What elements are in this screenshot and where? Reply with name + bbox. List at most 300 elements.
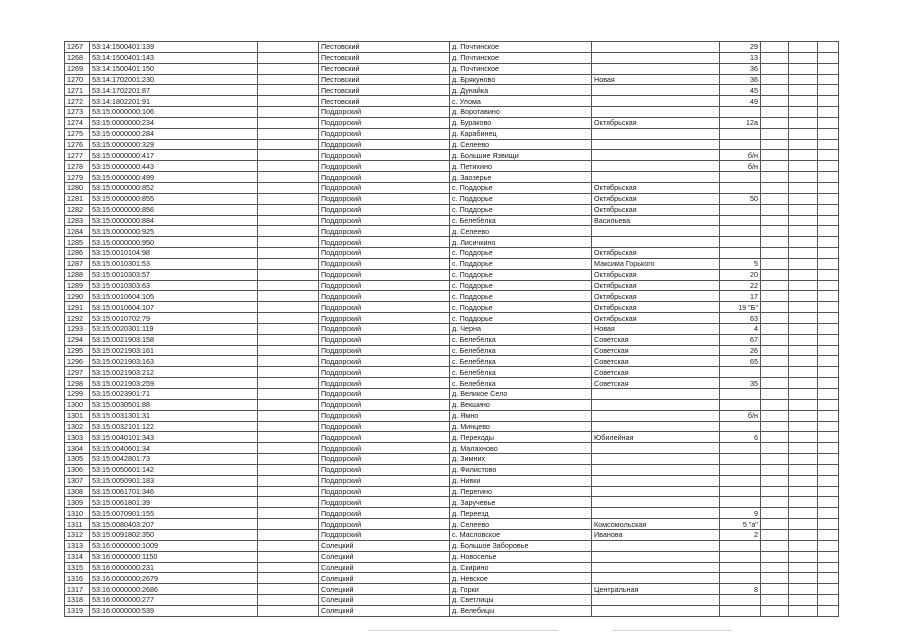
empty-cell: [258, 74, 319, 85]
cadastral-number-cell: 53:15:0000000:284: [90, 128, 258, 139]
empty-cell: [761, 302, 789, 313]
settlement-cell: с. Масловское: [450, 529, 592, 540]
empty-cell: [789, 356, 818, 367]
empty-cell: [789, 182, 818, 193]
table-row: [65, 128, 839, 139]
empty-cell: [258, 258, 319, 269]
empty-cell: [761, 117, 789, 128]
empty-cell: [258, 150, 319, 161]
empty-cell: [789, 323, 818, 334]
empty-cell: [789, 85, 818, 96]
street-cell: Октябрьская: [592, 280, 720, 291]
table-row: [65, 454, 839, 465]
cadastral-number-cell: 53:15:0000000:443: [90, 161, 258, 172]
empty-cell: [258, 117, 319, 128]
cadastral-number-cell: 53:15:0000000:852: [90, 182, 258, 193]
street-cell: Новая: [592, 323, 720, 334]
empty-cell: [761, 334, 789, 345]
empty-cell: [818, 280, 839, 291]
cadastral-number-cell: 53:16:0000000:539: [90, 605, 258, 616]
house-number-cell: [720, 540, 761, 551]
district-cell: Пестовский: [319, 96, 450, 107]
empty-cell: [818, 486, 839, 497]
empty-cell: [761, 389, 789, 400]
street-cell: [592, 237, 720, 248]
empty-cell: [258, 486, 319, 497]
empty-cell: [761, 421, 789, 432]
street-cell: [592, 139, 720, 150]
table-row: [65, 226, 839, 237]
cadastral-number-cell: 53:16:0000000:2686: [90, 584, 258, 595]
house-number-cell: б/н: [720, 150, 761, 161]
empty-cell: [761, 237, 789, 248]
cadastral-number-cell: 53:16:0000000:277: [90, 595, 258, 606]
street-cell: Максима Горького: [592, 258, 720, 269]
district-cell: Поддорский: [319, 128, 450, 139]
row-number-cell: 1280: [65, 182, 90, 193]
house-number-cell: [720, 215, 761, 226]
empty-cell: [818, 302, 839, 313]
row-number-cell: 1296: [65, 356, 90, 367]
empty-cell: [761, 258, 789, 269]
cadastral-number-cell: 53:15:0021903:212: [90, 367, 258, 378]
district-cell: Поддорский: [319, 107, 450, 118]
settlement-cell: с. Белебёлка: [450, 215, 592, 226]
table-row: [65, 432, 839, 443]
empty-cell: [818, 96, 839, 107]
district-cell: Поддорский: [319, 269, 450, 280]
settlement-cell: с. Белебёлка: [450, 378, 592, 389]
empty-cell: [258, 562, 319, 573]
row-number-cell: 1281: [65, 193, 90, 204]
street-cell: Октябрьская: [592, 117, 720, 128]
settlement-cell: д. Ямно: [450, 410, 592, 421]
row-number-cell: 1294: [65, 334, 90, 345]
empty-cell: [761, 443, 789, 454]
empty-cell: [258, 193, 319, 204]
table-row: [65, 605, 839, 616]
street-cell: [592, 63, 720, 74]
row-number-cell: 1290: [65, 291, 90, 302]
table-row: [65, 258, 839, 269]
table-row: [65, 85, 839, 96]
empty-cell: [818, 378, 839, 389]
empty-cell: [761, 215, 789, 226]
empty-cell: [761, 269, 789, 280]
district-cell: Поддорский: [319, 475, 450, 486]
empty-cell: [761, 464, 789, 475]
empty-cell: [761, 475, 789, 486]
district-cell: Поддорский: [319, 313, 450, 324]
settlement-cell: д. Скирино: [450, 562, 592, 573]
settlement-cell: д. Большое Заборовье: [450, 540, 592, 551]
empty-cell: [789, 280, 818, 291]
row-number-cell: 1310: [65, 508, 90, 519]
row-number-cell: 1283: [65, 215, 90, 226]
table-row: [65, 42, 839, 53]
street-cell: Новая: [592, 74, 720, 85]
street-cell: Васильева: [592, 215, 720, 226]
table-row: [65, 345, 839, 356]
cadastral-number-cell: 53:16:0000000:1150: [90, 551, 258, 562]
house-number-cell: 36: [720, 63, 761, 74]
street-cell: Советская: [592, 345, 720, 356]
row-number-cell: 1284: [65, 226, 90, 237]
district-cell: Поддорский: [319, 117, 450, 128]
empty-cell: [258, 334, 319, 345]
house-number-cell: 4: [720, 323, 761, 334]
street-cell: Юбилейная: [592, 432, 720, 443]
district-cell: Солецкий: [319, 551, 450, 562]
empty-cell: [258, 107, 319, 118]
empty-cell: [818, 475, 839, 486]
table-row: [65, 573, 839, 584]
empty-cell: [258, 454, 319, 465]
house-number-cell: [720, 475, 761, 486]
empty-cell: [789, 107, 818, 118]
district-cell: Поддорский: [319, 529, 450, 540]
empty-cell: [761, 74, 789, 85]
house-number-cell: 19 "Б": [720, 302, 761, 313]
street-cell: Октябрьская: [592, 248, 720, 259]
row-number-cell: 1292: [65, 313, 90, 324]
cadastral-number-cell: 53:15:0030501:88: [90, 399, 258, 410]
row-number-cell: 1289: [65, 280, 90, 291]
cadastral-number-cell: 53:14:1500401:139: [90, 42, 258, 53]
empty-cell: [258, 389, 319, 400]
settlement-cell: д. Большие Язвищи: [450, 150, 592, 161]
settlement-cell: д. Малахново: [450, 443, 592, 454]
table-row: [65, 475, 839, 486]
street-cell: [592, 562, 720, 573]
empty-cell: [761, 519, 789, 530]
settlement-cell: д. Петихино: [450, 161, 592, 172]
empty-cell: [761, 226, 789, 237]
empty-cell: [818, 269, 839, 280]
settlement-cell: д. Черна: [450, 323, 592, 334]
house-number-cell: б/н: [720, 161, 761, 172]
row-number-cell: 1268: [65, 52, 90, 63]
empty-cell: [258, 410, 319, 421]
cadastral-number-cell: 53:16:0000000:2679: [90, 573, 258, 584]
empty-cell: [818, 595, 839, 606]
empty-cell: [761, 128, 789, 139]
settlement-cell: с. Поддорье: [450, 280, 592, 291]
district-cell: Поддорский: [319, 334, 450, 345]
table-row: [65, 302, 839, 313]
row-number-cell: 1278: [65, 161, 90, 172]
empty-cell: [818, 204, 839, 215]
empty-cell: [818, 573, 839, 584]
empty-cell: [789, 128, 818, 139]
settlement-cell: д. Минцево: [450, 421, 592, 432]
empty-cell: [258, 323, 319, 334]
empty-cell: [761, 96, 789, 107]
empty-cell: [761, 193, 789, 204]
empty-cell: [258, 313, 319, 324]
cadastral-number-cell: 53:15:0021903:161: [90, 345, 258, 356]
empty-cell: [761, 605, 789, 616]
empty-cell: [258, 356, 319, 367]
cadastral-number-cell: 53:14:1500401:150: [90, 63, 258, 74]
table-row: [65, 497, 839, 508]
district-cell: Поддорский: [319, 378, 450, 389]
street-cell: [592, 595, 720, 606]
empty-cell: [789, 226, 818, 237]
empty-cell: [789, 497, 818, 508]
empty-cell: [258, 96, 319, 107]
empty-cell: [818, 63, 839, 74]
street-cell: [592, 443, 720, 454]
house-number-cell: [720, 573, 761, 584]
empty-cell: [789, 410, 818, 421]
settlement-cell: д. Дунайка: [450, 85, 592, 96]
cadastral-number-cell: 53:15:0000000:106: [90, 107, 258, 118]
cadastral-number-cell: 53:15:0000000:950: [90, 237, 258, 248]
district-cell: Солецкий: [319, 573, 450, 584]
empty-cell: [818, 562, 839, 573]
settlement-cell: д. Заозерье: [450, 172, 592, 183]
empty-cell: [818, 454, 839, 465]
house-number-cell: 20: [720, 269, 761, 280]
empty-cell: [818, 193, 839, 204]
house-number-cell: [720, 595, 761, 606]
cadastral-number-cell: 53:15:0040601:34: [90, 443, 258, 454]
settlement-cell: с. Белебёлка: [450, 367, 592, 378]
empty-cell: [789, 96, 818, 107]
district-cell: Поддорский: [319, 291, 450, 302]
empty-cell: [258, 291, 319, 302]
empty-cell: [818, 139, 839, 150]
empty-cell: [818, 584, 839, 595]
cadastral-number-cell: 53:15:0010104:98: [90, 248, 258, 259]
house-number-cell: [720, 562, 761, 573]
table-row: [65, 117, 839, 128]
empty-cell: [258, 226, 319, 237]
table-row: [65, 150, 839, 161]
empty-cell: [761, 85, 789, 96]
cadastral-number-cell: 53:15:0000000:884: [90, 215, 258, 226]
cadastral-number-cell: 53:15:0010303:57: [90, 269, 258, 280]
empty-cell: [818, 497, 839, 508]
table-row: [65, 172, 839, 183]
street-cell: Октябрьская: [592, 204, 720, 215]
empty-cell: [761, 508, 789, 519]
empty-cell: [789, 475, 818, 486]
table-row: [65, 584, 839, 595]
row-number-cell: 1291: [65, 302, 90, 313]
empty-cell: [761, 399, 789, 410]
cadastral-number-cell: 53:15:0000000:329: [90, 139, 258, 150]
row-number-cell: 1285: [65, 237, 90, 248]
table-row: [65, 595, 839, 606]
district-cell: Поддорский: [319, 182, 450, 193]
empty-cell: [818, 421, 839, 432]
row-number-cell: 1319: [65, 605, 90, 616]
house-number-cell: [720, 139, 761, 150]
empty-cell: [818, 52, 839, 63]
empty-cell: [789, 42, 818, 53]
table-body: [65, 42, 839, 617]
district-cell: Поддорский: [319, 172, 450, 183]
table-row: [65, 269, 839, 280]
district-cell: Поддорский: [319, 410, 450, 421]
empty-cell: [789, 334, 818, 345]
house-number-cell: 2: [720, 529, 761, 540]
district-cell: Поддорский: [319, 248, 450, 259]
property-register-table: [64, 41, 839, 617]
empty-cell: [818, 128, 839, 139]
street-cell: Октябрьская: [592, 291, 720, 302]
row-number-cell: 1317: [65, 584, 90, 595]
table-row: [65, 562, 839, 573]
empty-cell: [789, 454, 818, 465]
empty-cell: [761, 454, 789, 465]
empty-cell: [761, 432, 789, 443]
house-number-cell: 22: [720, 280, 761, 291]
empty-cell: [789, 139, 818, 150]
street-cell: Иванова: [592, 529, 720, 540]
empty-cell: [258, 475, 319, 486]
street-cell: Советская: [592, 356, 720, 367]
empty-cell: [818, 443, 839, 454]
house-number-cell: 5: [720, 258, 761, 269]
settlement-cell: д. Новоселье: [450, 551, 592, 562]
empty-cell: [789, 52, 818, 63]
street-cell: Октябрьская: [592, 302, 720, 313]
empty-cell: [789, 161, 818, 172]
street-cell: [592, 128, 720, 139]
empty-cell: [258, 269, 319, 280]
house-number-cell: б/н: [720, 410, 761, 421]
empty-cell: [789, 269, 818, 280]
settlement-cell: с. Поддорье: [450, 193, 592, 204]
empty-cell: [789, 258, 818, 269]
empty-cell: [789, 378, 818, 389]
cadastral-number-cell: 53:14:1702001:230: [90, 74, 258, 85]
empty-cell: [818, 508, 839, 519]
district-cell: Поддорский: [319, 519, 450, 530]
row-number-cell: 1279: [65, 172, 90, 183]
cadastral-number-cell: 53:15:0070901:155: [90, 508, 258, 519]
district-cell: Поддорский: [319, 356, 450, 367]
row-number-cell: 1306: [65, 464, 90, 475]
district-cell: Поддорский: [319, 399, 450, 410]
settlement-cell: д. Перегино: [450, 486, 592, 497]
table-row: [65, 204, 839, 215]
empty-cell: [258, 63, 319, 74]
empty-cell: [761, 486, 789, 497]
district-cell: Пестовский: [319, 85, 450, 96]
cadastral-number-cell: 53:15:0000000:855: [90, 193, 258, 204]
empty-cell: [258, 584, 319, 595]
house-number-cell: [720, 182, 761, 193]
house-number-cell: [720, 497, 761, 508]
empty-cell: [789, 529, 818, 540]
house-number-cell: [720, 605, 761, 616]
district-cell: Пестовский: [319, 42, 450, 53]
empty-cell: [761, 367, 789, 378]
table-row: [65, 421, 839, 432]
house-number-cell: 67: [720, 334, 761, 345]
empty-cell: [258, 85, 319, 96]
empty-cell: [258, 182, 319, 193]
district-cell: Поддорский: [319, 139, 450, 150]
table-row: [65, 96, 839, 107]
street-cell: Октябрьская: [592, 269, 720, 280]
settlement-cell: с. Белебёлка: [450, 356, 592, 367]
empty-cell: [818, 117, 839, 128]
empty-cell: [258, 302, 319, 313]
empty-cell: [761, 584, 789, 595]
street-cell: [592, 107, 720, 118]
row-number-cell: 1271: [65, 85, 90, 96]
empty-cell: [818, 313, 839, 324]
settlement-cell: с. Поддорье: [450, 204, 592, 215]
table-row: [65, 529, 839, 540]
row-number-cell: 1311: [65, 519, 90, 530]
empty-cell: [258, 172, 319, 183]
table-row: [65, 389, 839, 400]
row-number-cell: 1309: [65, 497, 90, 508]
empty-cell: [761, 139, 789, 150]
table-row: [65, 399, 839, 410]
table-row: [65, 464, 839, 475]
district-cell: Солецкий: [319, 562, 450, 573]
empty-cell: [789, 367, 818, 378]
street-cell: [592, 540, 720, 551]
row-number-cell: 1302: [65, 421, 90, 432]
house-number-cell: 63: [720, 313, 761, 324]
empty-cell: [258, 248, 319, 259]
house-number-cell: [720, 172, 761, 183]
empty-cell: [258, 378, 319, 389]
street-cell: Октябрьская: [592, 193, 720, 204]
empty-cell: [818, 237, 839, 248]
empty-cell: [258, 519, 319, 530]
house-number-cell: [720, 226, 761, 237]
cadastral-number-cell: 53:15:0020301:119: [90, 323, 258, 334]
empty-cell: [789, 302, 818, 313]
settlement-cell: д. Почтинское: [450, 42, 592, 53]
table-row: [65, 443, 839, 454]
house-number-cell: 8: [720, 584, 761, 595]
house-number-cell: [720, 367, 761, 378]
street-cell: [592, 399, 720, 410]
empty-cell: [258, 345, 319, 356]
cadastral-number-cell: 53:16:0000000:231: [90, 562, 258, 573]
table-row: [65, 280, 839, 291]
district-cell: Солецкий: [319, 584, 450, 595]
empty-cell: [258, 367, 319, 378]
district-cell: Солецкий: [319, 605, 450, 616]
empty-cell: [761, 562, 789, 573]
empty-cell: [789, 432, 818, 443]
empty-cell: [258, 529, 319, 540]
district-cell: Поддорский: [319, 237, 450, 248]
table-row: [65, 52, 839, 63]
row-number-cell: 1307: [65, 475, 90, 486]
house-number-cell: 5 "а": [720, 519, 761, 530]
footer-scan-artifact: [612, 630, 732, 631]
district-cell: Пестовский: [319, 63, 450, 74]
settlement-cell: д. Зимних: [450, 454, 592, 465]
settlement-cell: д. Филистово: [450, 464, 592, 475]
house-number-cell: [720, 128, 761, 139]
settlement-cell: д. Векшино: [450, 399, 592, 410]
settlement-cell: д. Переходы: [450, 432, 592, 443]
empty-cell: [761, 107, 789, 118]
